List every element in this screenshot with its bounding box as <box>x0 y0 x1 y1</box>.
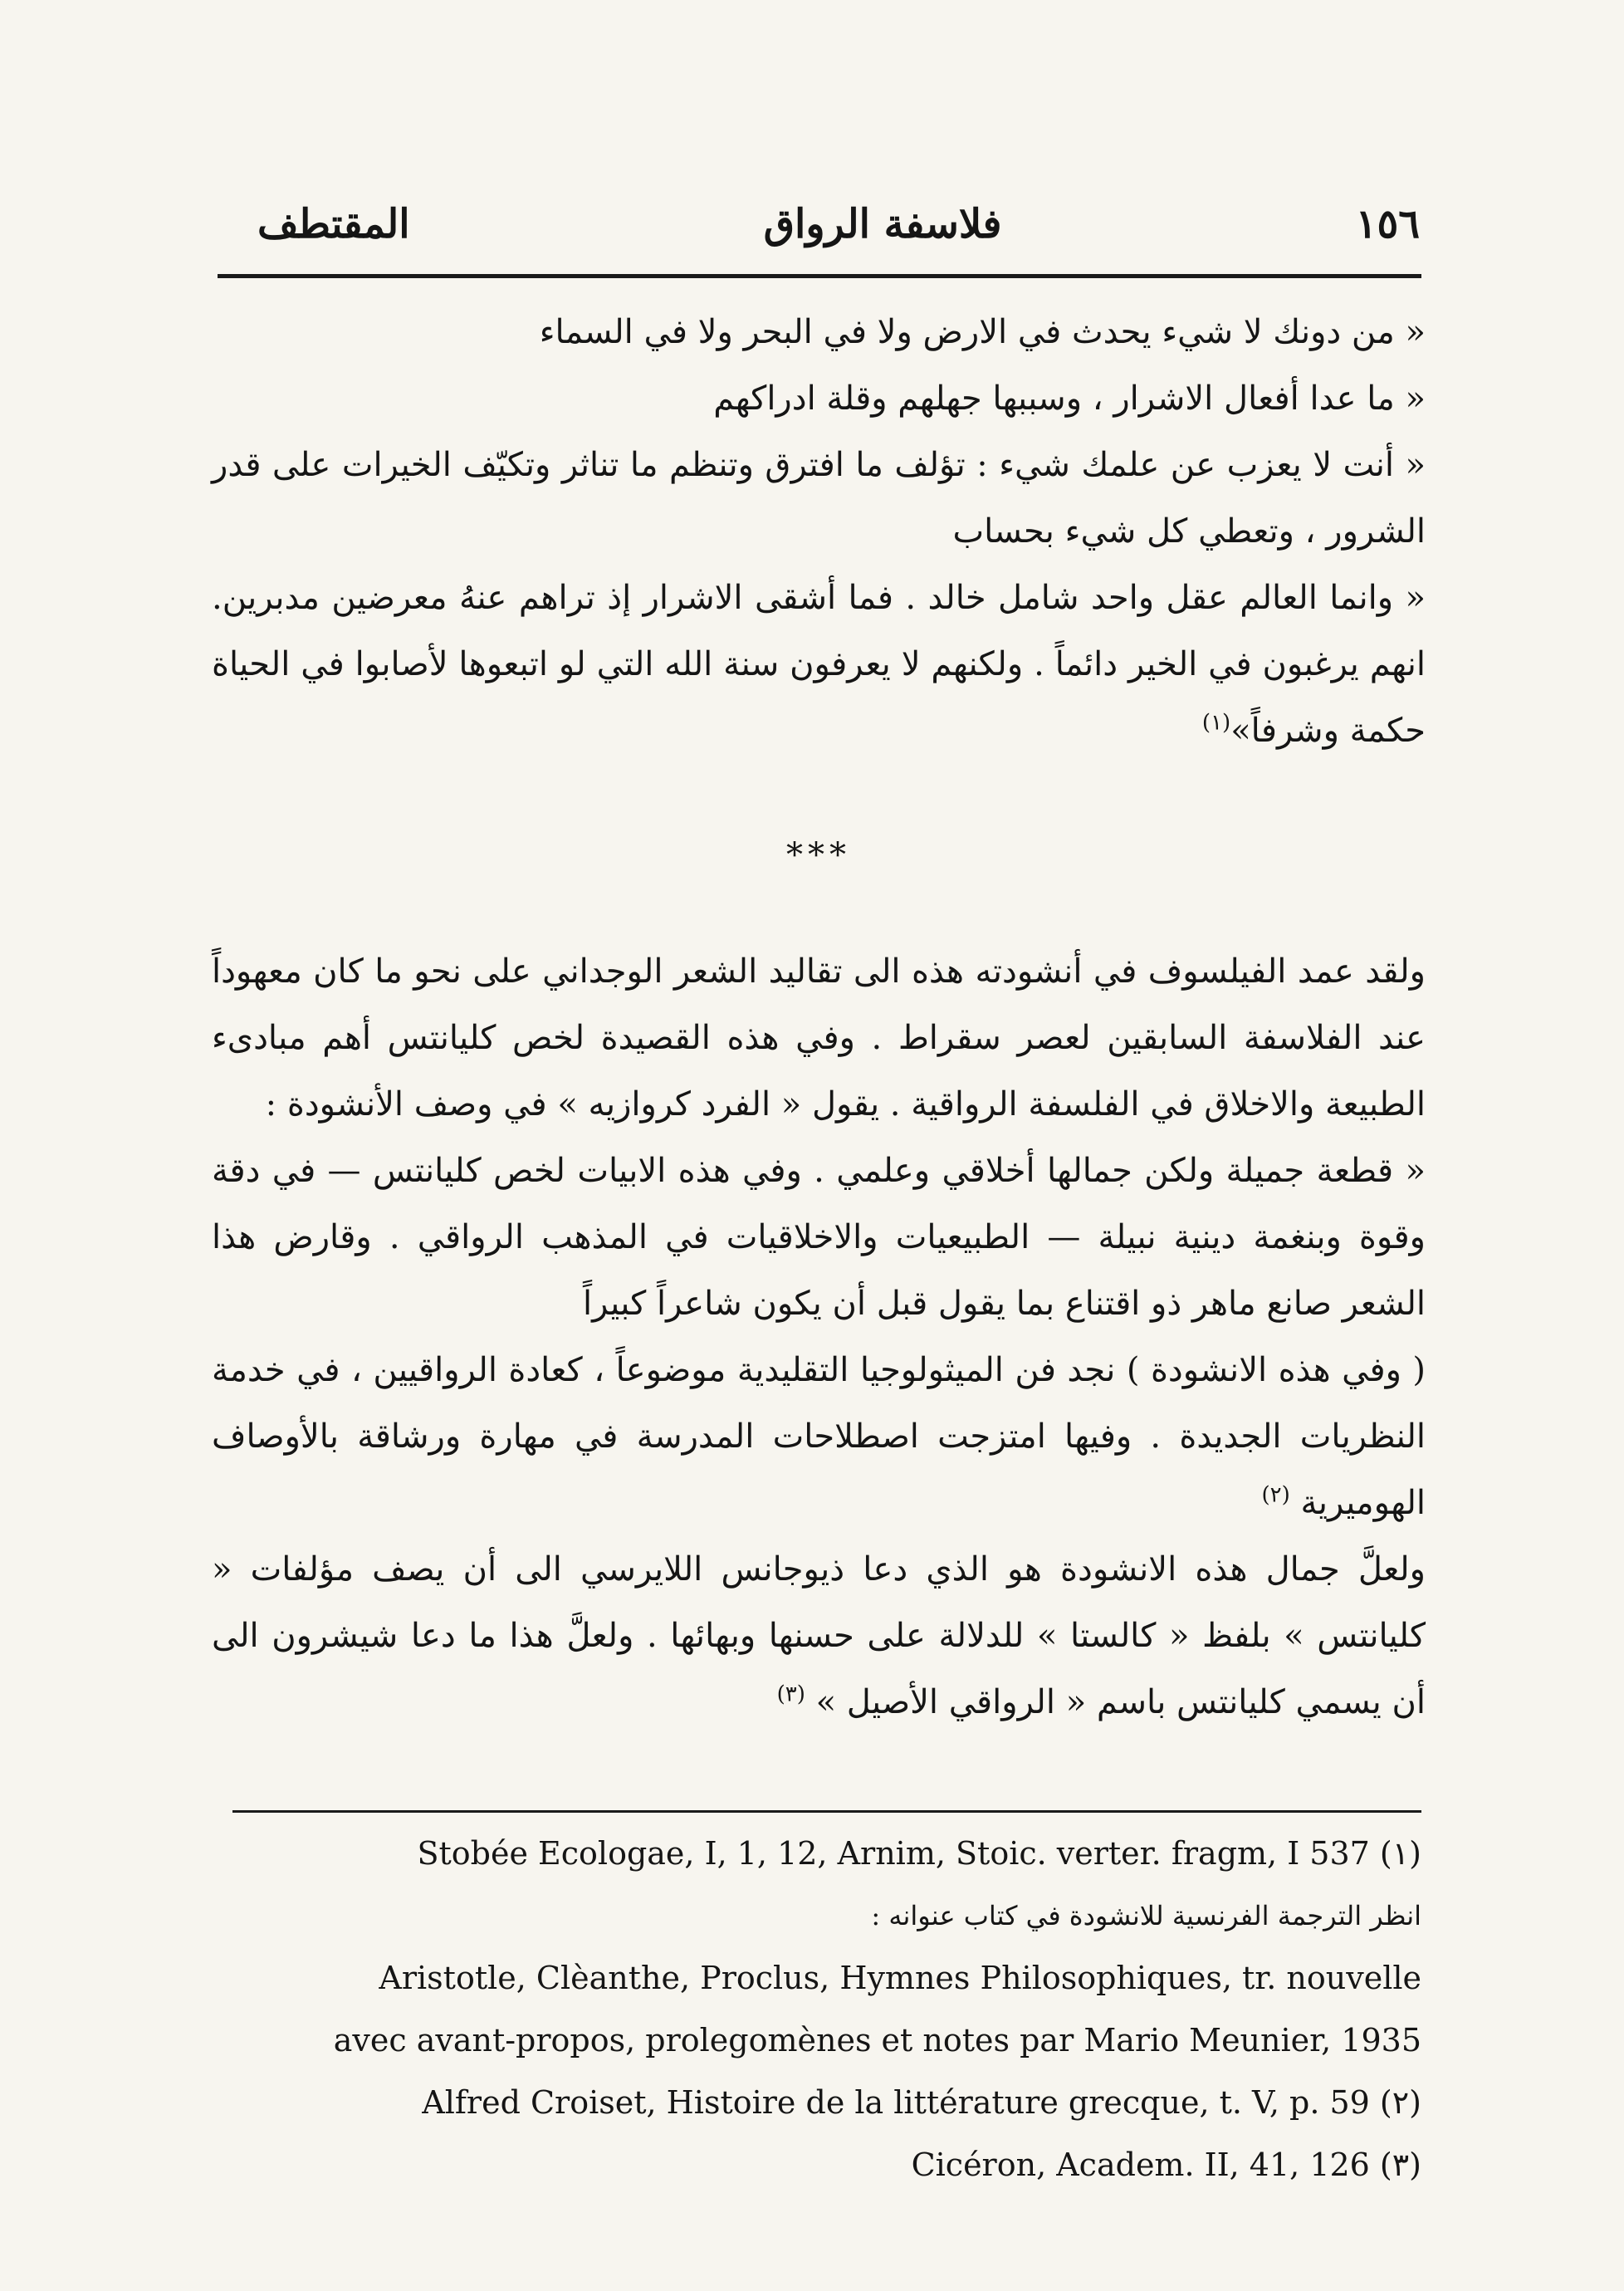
footnote-mark: (٣) <box>776 1682 805 1707</box>
quote-line: « وانما العالم عقل واحد شامل خالد . فما أشقى الاشرار إذ تراهم عنهُ معرضين مدبرين. انهم يرغبون في الخير دائماً . ولكنهم لا يعرفون سنة الله التي لو اتبعوها لأصابوا في الحياة حكمة وشرفاً»$^{(١)}$ <box>212 579 1426 750</box>
quote-line: « ما عدا أفعال الاشرار ، وسببها جهلهم وقلة ادراكهم <box>713 379 1426 418</box>
footnote: avec avant-propos, prolegomènes et notes par Mario Meunier, 1935 <box>333 2022 1421 2058</box>
footnote: Stobée Ecologae, I, 1, 12, Arnim, Stoic. verter. fragm, I 537 (١) <box>417 1835 1421 1872</box>
footnote: Alfred Croiset, Histoire de la littérature grecque, t. V, p. 59 (٢) <box>422 2084 1421 2121</box>
footnote: Cicéron, Academ. II, 41, 126 (٣) <box>911 2147 1421 2183</box>
running-header <box>257 187 1420 262</box>
chapter-title: فلاسفة الرواق <box>763 201 1002 247</box>
section-separator: *** <box>786 836 851 874</box>
footnote: Aristotle, Clèanthe, Proclus, Hymnes Philosophiques, tr. nouvelle <box>379 1960 1421 1996</box>
footnote-mark: (٢) <box>1261 1482 1290 1508</box>
footnote-mark: (١) <box>1201 710 1231 736</box>
header-rule <box>218 274 1421 278</box>
quote-line: « من دونك لا شيء يحدث في الارض ولا في البحر ولا في السماء <box>539 313 1426 351</box>
footnotes <box>232 1823 1421 2196</box>
quote-line: « أنت لا يعزب عن علمك شيء : تؤلف ما افترق وتنظم ما تناثر وتكيّف الخيرات على قدر الشرور ، وتعطي كل شيء بحساب <box>212 446 1426 551</box>
paragraph: « قطعة جميلة ولكن جمالها أخلاقي وعلمي . وفي هذه الابيات لخص كليانتس — في دقة وقوة وبنغمة دينية نبيلة — الطبيعيات والاخلاقيات في المذهب الرواقي . وقارض هذا الشعر صانع ماهر ذو اقتناع بما يقول قبل أن يكون شاعراً كبيراً <box>212 1152 1426 1323</box>
footnote-rule <box>232 1810 1421 1813</box>
page-number: ١٥٦ <box>1355 201 1420 247</box>
main-text <box>212 299 1426 1735</box>
footnote: انظر الترجمة الفرنسية للانشودة في كتاب عنوانه : <box>871 1900 1421 1931</box>
magazine-name: المقتطف <box>257 201 410 247</box>
paragraph: ولعلَّ جمال هذه الانشودة هو الذي دعا ذيوجانس اللايرسي الى أن يصف مؤلفات « كليانتس » بلفظ « كالستا » للدلالة على حسنها وبهائها . ولعلَّ هذا ما دعا شيشرون الى أن يسمي كليانتس باسم « الرواقي الأصيل » $^{(٣)}$ <box>212 1550 1426 1721</box>
paragraph: ( وفي هذه الانشودة ) نجد فن الميثولوجيا التقليدية موضوعاً ، كعادة الرواقيين ، في خدمة النظريات الجديدة . وفيها امتزجت اصطلاحات المدرسة في مهارة ورشاقة بالأوصاف الهوميرية $^{(٢)}$ <box>212 1351 1426 1522</box>
paragraph: ولقد عمد الفيلسوف في أنشودته هذه الى تقاليد الشعر الوجداني على نحو ما كان معهوداً عند الفلاسفة السابقين لعصر سقراط . وفي هذه القصيدة لخص كليانتس أهم مبادىء الطبيعة والاخلاق في الفلسفة الرواقية . يقول « الفرد كروازيه » في وصف الأنشودة : <box>212 952 1426 1123</box>
